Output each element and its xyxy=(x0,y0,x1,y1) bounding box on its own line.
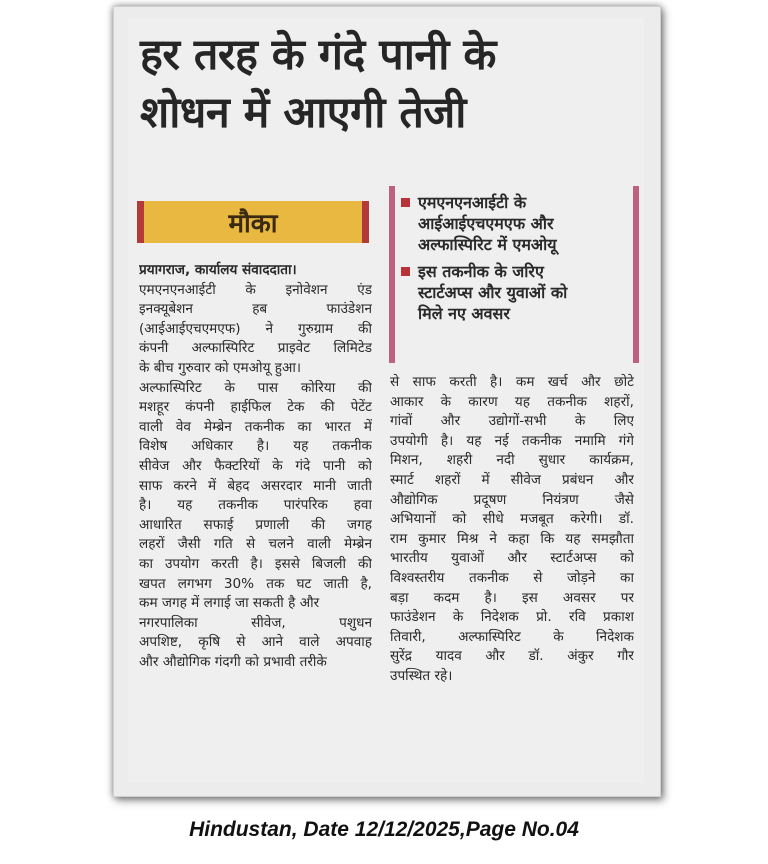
article-text-line: नगरपालिका सीवेज, पशुधन xyxy=(139,614,372,631)
highlight-line: अल्फास्पिरिट में एमओयू xyxy=(418,235,557,254)
article-text-line: आधारित सफाई प्रणाली की जगह xyxy=(139,516,372,533)
article-text-line: सुरेंद्र यादव और डॉ. अंकुर गौर xyxy=(390,648,634,665)
article-text-line: बड़ा कदम है। इस अवसर पर xyxy=(390,589,634,606)
article-text-line: है। यह तकनीक पारंपरिक हवा xyxy=(139,497,372,514)
article-text-line: विशेष अधिकार है। यह तकनीक xyxy=(139,438,372,455)
newspaper-clipping xyxy=(128,18,644,783)
article-text-line: मशहूर कंपनी हाईफिल टेक की पेटेंट xyxy=(139,399,372,416)
source-caption: Hindustan, Date 12/12/2025,Page No.04 xyxy=(189,818,579,841)
article-text-line: और औद्योगिक गंदगी को प्रभावी तरीके xyxy=(139,653,327,670)
article-text-line: फाउंडेशन के निदेशक प्रो. रवि प्रकाश xyxy=(390,609,634,626)
article-text-line: अल्फास्पिरिट के पास कोरिया की xyxy=(139,379,372,396)
highlight-line: आईआईएचएमएफ और xyxy=(418,214,554,233)
article-text-line: आकार के कारण यह तकनीक शहरों, xyxy=(390,393,634,410)
highlight-line: मिले नए अवसर xyxy=(418,304,510,323)
article-text-line: लहरों जैसी गति से चलने वाली मेम्ब्रेन xyxy=(139,536,372,553)
article-text-line: विश्वस्तरीय तकनीक से जोड़ने का xyxy=(390,569,634,586)
highlight-line: एमएनएनआईटी के xyxy=(418,193,527,212)
article-text-line: अपशिष्ट, कृषि से आने वाले अपवाह xyxy=(139,634,372,651)
article-text-line: तिवारी, अल्फास्पिरिट के निदेशक xyxy=(390,628,634,645)
article-text-line: इनक्यूबेशन हब फाउंडेशन xyxy=(139,301,372,318)
article-text-line: सीवेज और फैक्टरियों के गंदे पानी को xyxy=(139,457,372,474)
highlight-line: स्टार्टअप्स और युवाओं को xyxy=(418,283,568,302)
article-left-column xyxy=(139,261,372,672)
article-text-line: एमएनएनआईटी के इनोवेशन एंड xyxy=(139,281,372,298)
article-text-line: प्रयागराज, कार्यालय संवाददाता। xyxy=(139,262,297,278)
article-text-line: मिशन, शहरी नदी सुधार कार्यक्रम, xyxy=(390,452,634,469)
article-text-line: भारतीय युवाओं और स्टार्टअप्स को xyxy=(390,550,634,567)
article-text-line: उपयोगी है। यह नई तकनीक नमामि गंगे xyxy=(390,432,634,449)
article-text-line: कंपनी अल्फास्पिरिट प्राइवेट लिमिटेड xyxy=(139,340,372,357)
article-text-line: का उपयोग करती है। इससे बिजली की xyxy=(139,555,372,572)
kicker-text: मौका xyxy=(228,209,278,239)
article-text-line: साफ करने में बेहद असरदार मानी जाती xyxy=(139,477,372,494)
article-text-line: के बीच गुरुवार को एमओयू हुआ। xyxy=(139,359,302,376)
article-headline xyxy=(140,26,640,142)
article-text-line: राम कुमार मिश्र ने कहा कि यह समझौता xyxy=(390,530,634,547)
square-bullet-icon xyxy=(401,267,410,276)
article-text-line: उपस्थित रहे। xyxy=(390,667,453,684)
article-text-line: (आईआईएचएमएफ) ने गुरुग्राम की xyxy=(139,320,372,337)
highlight-line: इस तकनीक के जरिए xyxy=(418,262,544,281)
highlight-item xyxy=(401,192,633,255)
article-text-line: अभियानों को सीधे मजबूत करेगी। डॉ. xyxy=(390,511,634,528)
article-text-line: गांवों और उद्योगों-सभी के लिए xyxy=(390,413,634,430)
headline-line-2: शोधन में आएगी तेजी xyxy=(140,88,466,138)
article-text-line: खपत लगभग 30% तक घट जाती है, xyxy=(139,575,372,592)
article-text-line: कम जगह में लगाई जा सकती है और xyxy=(139,595,320,612)
article-right-column xyxy=(390,373,634,687)
kicker-label xyxy=(137,201,369,243)
highlight-item xyxy=(401,261,633,324)
article-text-line: से साफ करती है। कम खर्च और छोटे xyxy=(390,374,634,390)
headline-line-1: हर तरह के गंदे पानी के xyxy=(140,30,496,80)
article-text-line: औद्योगिक प्रदूषण नियंत्रण जैसे xyxy=(390,491,634,508)
article-text-line: वाली वेव मेम्ब्रेन तकनीक का भारत में xyxy=(139,418,372,435)
article-text-line: स्मार्ट शहरों में सीवेज प्रबंधन और xyxy=(390,471,634,488)
square-bullet-icon xyxy=(401,198,410,207)
highlights-box xyxy=(389,186,639,363)
